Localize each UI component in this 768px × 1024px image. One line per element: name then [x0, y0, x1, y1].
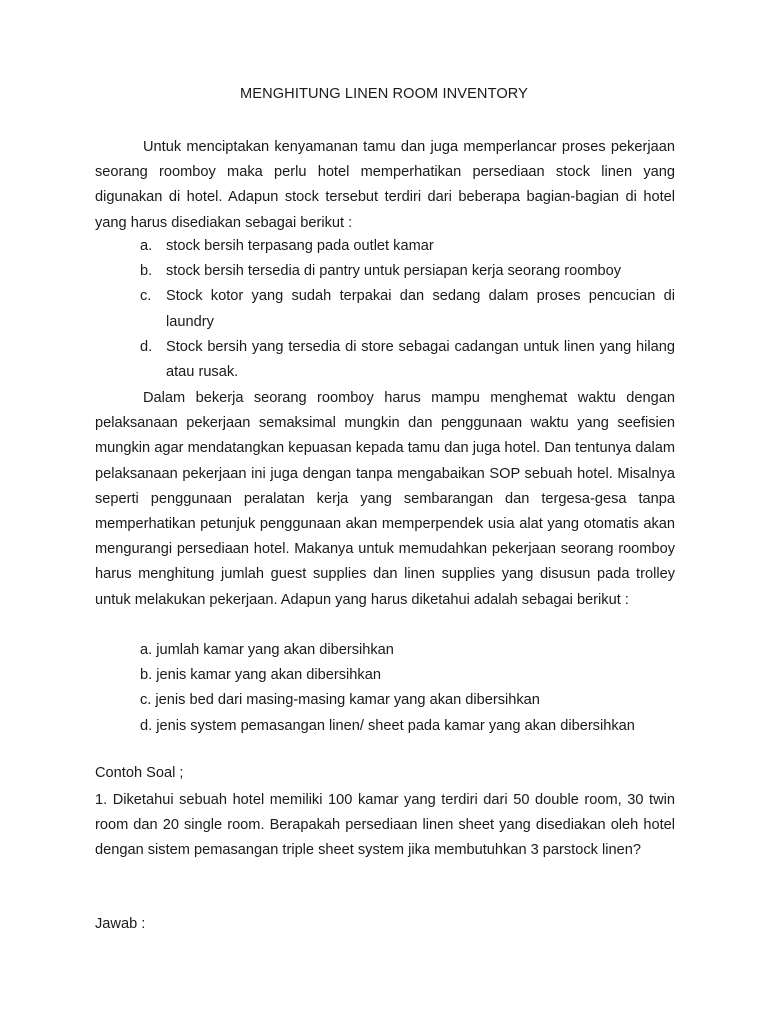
page-title: MENGHITUNG LINEN ROOM INVENTORY: [240, 86, 528, 102]
known-list: [140, 638, 680, 739]
list-item: a. jumlah kamar yang akan dibersihkan: [140, 642, 394, 658]
list-item: b. stock bersih tersedia di pantry untuk persiapan kerja seorang roomboy: [140, 263, 622, 280]
intro-text: Untuk menciptakan kenyamanan tamu dan juga memperlancar proses pekerjaan seorang roomboy maka perlu hotel memperhatikan persediaan stock linen yang digunakan di hotel. Adapun stock tersebut terdiri dari beberapa bagian-bagian di hotel yang harus disediakan sebagai berikut :: [95, 139, 675, 231]
intro-paragraph: [95, 135, 675, 236]
list-item: a. stock bersih terpasang pada outlet kamar: [140, 238, 434, 254]
list-item: d. jenis system pemasangan linen/ sheet pada kamar yang akan dibersihkan: [140, 717, 635, 734]
answer-label: Jawab :: [95, 916, 146, 932]
body-text: Dalam bekerja seorang roomboy harus mampu menghemat waktu dengan pelaksanaan pekerjaan semaksimal mungkin dan penggunaan waktu yang seefisien mungkin agar mendatangkan kepuasan kepada tamu dan juga hotel. Dan tentunya dalam pelaksanaan pekerjaan ini juga dengan tanpa mengabaikan SOP sebuah hotel. Misalnya seperti penggunaan peralatan kerja yang sembarangan dan tergesa-gesa tanpa memperhatikan petunjuk penggunaan akan memperpendek usia alat yang otomatis akan mengurangi persediaan hotel. Makanya untuk memudahkan pekerjaan seorang roomboy harus menghitung jumlah guest supplies dan linen supplies yang disusun pada trolley untuk melakukan pekerjaan. Adapun yang harus diketahui adalah sebagai berikut :: [95, 390, 675, 608]
list-item: d. Stock bersih yang tersedia di store sebagai cadangan untuk linen yang hilang atau rusak.: [140, 338, 675, 381]
list-item: c. Stock kotor yang sudah terpakai dan sedang dalam proses pencucian di laundry: [140, 288, 675, 330]
list-item: b. jenis kamar yang akan dibersihkan: [140, 667, 381, 684]
stock-list: [140, 234, 675, 385]
example-heading: Contoh Soal ;: [95, 765, 184, 781]
example-question: 1. Diketahui sebuah hotel memiliki 100 kamar yang terdiri dari 50 double room, 30 twin room dan 20 single room. Berapakah persediaan linen sheet yang disediakan oleh hotel dengan sistem pemasangan triple sheet system jika membutuhkan 3 parstock linen?: [95, 792, 675, 859]
body-paragraph: [95, 386, 675, 613]
list-item: c. jenis bed dari masing-masing kamar yang akan dibersihkan: [140, 692, 540, 709]
